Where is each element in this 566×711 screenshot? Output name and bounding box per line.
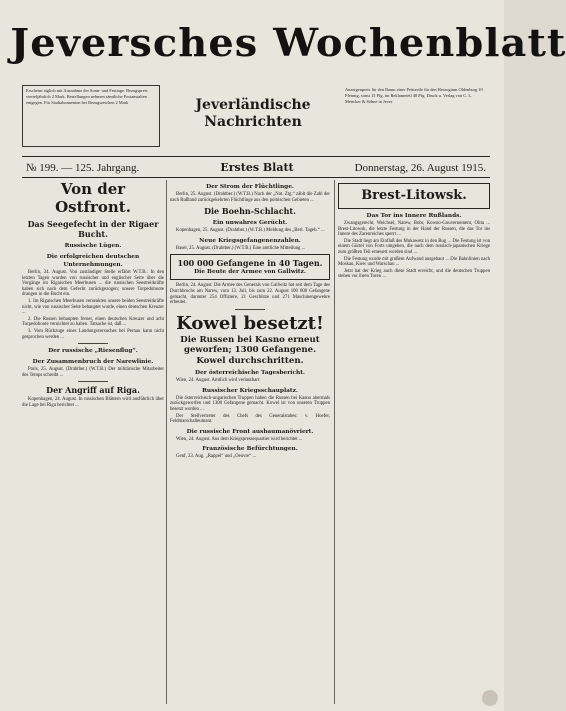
edition-label: Erstes Blatt xyxy=(220,161,294,174)
article-paragraph: Kopenhagen, 25. August. (Drahtber.) (W.T.B.) Meldung des „Berl. Tageb.“ ... xyxy=(176,228,325,234)
kicker: Russische Lügen. xyxy=(64,243,122,249)
article-paragraph: Jetzt hat der Krieg auch diese Stadt erreicht, und die deutschen Truppen stehen vor ihren Toren ... xyxy=(338,268,490,280)
masthead xyxy=(10,6,566,80)
article-paragraph: Der Stellvertreter des Chefs des Generalstabes: v. Hoefer, Feldmarschalleutnant. xyxy=(170,413,330,425)
subscription-info: Erscheint täglich mit Ausnahme der Sonn- und Festtage. Bezugspreis vierteljährlich 2 Mark. Bestellungen nehmen sämtliche Postanstalten entgegen. Für Stadtabonnenten bei Bezugszeichen 2 Mark xyxy=(22,85,160,147)
column-1 xyxy=(22,180,164,704)
issue-line xyxy=(22,160,490,176)
section-head: Die russische Front ausbaumanövriert. xyxy=(186,428,314,435)
column-2 xyxy=(170,180,330,704)
article-paragraph: Die österreichisch-ungarischen Truppen haben die Russen bei Kasno abermals zurückgeworfen und 1300 Gefangene gemacht. Kowel ist von unseren Truppen besetzt worden ... xyxy=(170,395,330,413)
box-subtitle: Die Beute der Armee von Gallwitz. xyxy=(194,269,306,276)
headline-kowel: Kowel besetzt! xyxy=(176,312,324,334)
article-paragraph: 2. Die Russen behaupten ferner, einen deutschen Kreuzer und acht Torpedoboote vernichtet zu haben. Tatsache ist, daß ... xyxy=(22,316,164,328)
column-divider xyxy=(334,180,335,704)
boxed-headline xyxy=(338,183,490,209)
issue-number: № 199. — 125. Jahrgang. xyxy=(26,162,140,174)
headline-eastern-front: Von der Ostfront. xyxy=(55,180,131,216)
subhead-kowel: Die Russen bei Kasno erneut geworfen; 1300 Gefangene. xyxy=(180,334,320,356)
article-paragraph: Wien, 24. August. Aus dem Kriegspressequartier wird berichtet ... xyxy=(176,436,303,442)
subhead-kowel-2: Kowel durchschritten. xyxy=(196,355,304,366)
article-paragraph: 3. Vom Rückzuge eines Landungsversuches bei Pernau kann nicht gesprochen werden ... xyxy=(22,328,164,340)
column-divider xyxy=(166,180,167,704)
boxed-headline xyxy=(170,254,330,280)
divider xyxy=(235,309,265,310)
column-3 xyxy=(338,180,490,704)
section-head: Die erfolgreichen deutschen Unternehmungen. xyxy=(46,254,140,268)
subtitle xyxy=(178,97,328,131)
newspaper-title: Jeversches Wochenblatt xyxy=(10,20,566,65)
section-head: Ein unwahres Gerücht. xyxy=(212,220,288,227)
subtitle-line-2: Nachrichten xyxy=(204,114,302,130)
article-paragraph: Die Stadt liegt am Einfluß des Mukawetz in den Bug ... Die Festung ist von einem Gürtel von Forts umgeben, die nach dem russisch-japanischen Kriege zum größten Teil erneuert worden sind ... xyxy=(338,238,490,255)
section-head: Französische Befürchtungen. xyxy=(202,446,298,453)
subhead-naval-battle: Das Seegefecht in der Rigaer Bucht. xyxy=(27,219,159,239)
section-head: Der Zusammenbruch der Narewlinie. xyxy=(32,359,154,366)
divider xyxy=(78,381,108,382)
issue-date: Donnerstag, 26. August 1915. xyxy=(354,162,486,174)
headline-brest-litowsk: Brest-Litowsk. xyxy=(361,188,467,203)
section-head: Der russische „Riesenflug“. xyxy=(48,348,138,355)
article-paragraph: Genf, 23. Aug. „Rappel“ und „Oeuvre“ ... xyxy=(176,454,257,460)
article-paragraph: Berlin, 25. August. (Drahtber.) (W.T.B.) Nach der „Nat. Ztg.“ zählt die Zahl der nach Rußland zurückgekehrten Flüchtlinge aus den polnischen Gebieten ... xyxy=(170,192,330,203)
article-paragraph: Kopenhagen, 24. August. In russischen Blättern wird ausführlich über die Lage bei Riga berichtet ... xyxy=(22,397,164,408)
article-paragraph: Basel, 25. August. (Drahtber.) (W.T.B.) Eine amtliche Mitteilung ... xyxy=(176,245,306,251)
bottom-rule xyxy=(22,177,490,178)
top-rule xyxy=(22,156,490,157)
section-head: Der österreichische Tagesbericht. xyxy=(195,370,305,377)
section-head: Das Tor ins Innere Rußlands. xyxy=(366,213,462,219)
section-head: Neue Kriegsgefangenenzahlen. xyxy=(199,237,301,244)
article-paragraph: Die Festung wurde mit großem Aufwand ausgebaut ... Die Bahnlinien nach Moskau, Kiew und Warschau ... xyxy=(338,256,490,268)
divider xyxy=(78,343,108,344)
article-paragraph: Berlin, 24. August. Von zuständiger Stelle erfährt W.T.B.: In den letzten Tagen wurden von russischer und englischer Seite über die Vorgänge im Rigaischen Meerbusen ... die russischen Seestreitkräfte haben sich nach dem Gefecht zurückgezogen; unsere Torpedoboote drangen in die Bucht ein. xyxy=(22,270,164,298)
article-paragraph: Wien, 24. August. Amtlich wird verlautbart: xyxy=(176,378,261,384)
section-head: Der Angriff auf Riga. xyxy=(46,385,140,396)
library-stamp xyxy=(482,690,498,706)
section-head: Russischer Kriegsschauplatz. xyxy=(202,387,298,394)
section-head: Die Boehn-Schlacht. xyxy=(204,206,296,217)
article-paragraph: Berlin, 24. August. Die Armee des Generals von Gallwitz hat seit dem Tage des Durchbruchs am Narew, vom 13. Juli, bis zum 22. August 100 000 Gefangene gemacht, darunter 254 Offiziere, 21 Geschütze und 271 Maschinengewehre erbeutet. xyxy=(170,283,330,306)
article-paragraph: Zwangsgerecht, Weichsel, Narew, Bobr, Kowno-Gouvernement, Olita ... Brest-Litowsk, die letzte Festung in der Hand der Russen, die das Tor ins Innere des Zarenreiches sperrt ... xyxy=(338,221,490,238)
article-paragraph: Paris, 25. August. (Drahtber.) (W.T.B.) Der militärische Mitarbeiter des Temps schreibt ... xyxy=(22,367,164,378)
box-title: 100 000 Gefangene in 40 Tagen. xyxy=(177,258,323,269)
info-bar xyxy=(22,85,490,149)
article-paragraph: 1. Im Rigaischen Meerbusen versenkten unsere beiden Seestreitkräfte nicht, wie von russischer Seite behauptet wurde, einen deutschen Kreuzer ... xyxy=(22,298,164,316)
section-head: Der Strom der Flüchtlinge. xyxy=(206,184,294,190)
subtitle-line-1: Jeverländische xyxy=(195,97,311,113)
advertising-info: Anzeigenpreis für den Raum einer Petitzeile für den Herzogtum Oldenburg 10 Pfennig, sonst 15 Pfg. im Reklameteil 40 Pfg. Druck u. Verlag von C. L. Mettcker & Söhne in Jever xyxy=(345,87,483,104)
